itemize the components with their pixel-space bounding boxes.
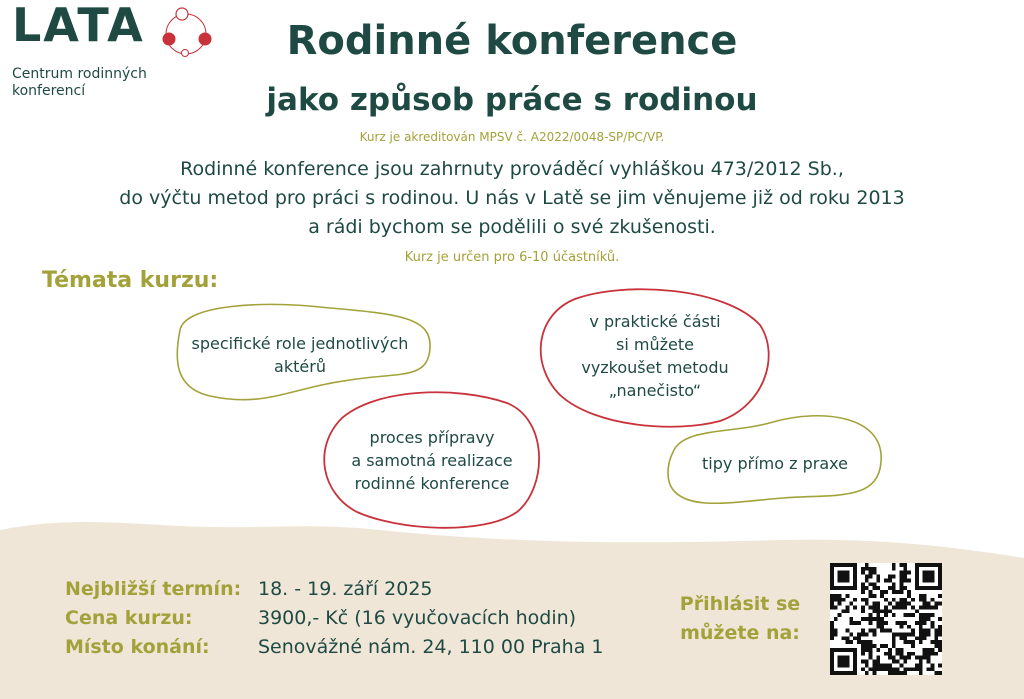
topics-heading: Témata kurzu: [42, 268, 219, 293]
page-title: Rodinné konference [286, 18, 738, 64]
topic-line: „nanečisto“ [608, 381, 702, 400]
logo-subtitle-line1: Centrum rodinných [12, 66, 147, 82]
topic-line: specifické role jednotlivých [191, 334, 409, 353]
topic-line: aktérů [274, 357, 326, 376]
signup-line: můžete na: [680, 622, 800, 644]
signup-prompt [660, 590, 820, 648]
topic-line: rodinné konference [354, 474, 510, 493]
accreditation-note: Kurz je akreditován MPSV č. A2022/0048-SP/PC/VP. [359, 130, 665, 144]
topic-item [322, 426, 542, 495]
qr-code-icon[interactable] [830, 563, 942, 675]
intro-line: do výčtu metod pro práci s rodinou. U nás v Latě se jim věnujeme již od roku 2013 [119, 187, 905, 209]
topic-line: vyzkoušet metodu [581, 358, 729, 377]
participants-note: Kurz je určen pro 6-10 účastníků. [404, 250, 620, 265]
price-label: Cena kurzu: [65, 607, 193, 629]
topic-line: tipy přímo z praxe [702, 454, 848, 473]
intro-line: a rádi bychom se podělili o své zkušenosti. [308, 216, 716, 238]
date-value: 18. - 19. září 2025 [258, 578, 433, 600]
logo-subtitle-line2: konferencí [12, 83, 86, 99]
page-subtitle: jako způsob práce s rodinou [266, 82, 758, 118]
topic-line: v praktické části [589, 312, 721, 331]
topic-line: si můžete [616, 335, 694, 354]
price-value: 3900,- Kč (16 vyučovacích hodin) [258, 607, 577, 629]
topic-item [175, 332, 425, 378]
logo-wordmark: LATA [12, 0, 145, 52]
date-label: Nejbližší termín: [65, 578, 242, 600]
topic-item [545, 310, 765, 402]
topic-line: a samotná realizace [351, 451, 513, 470]
topic-line: proces přípravy [369, 428, 495, 447]
signup-line: Přihlásit se [679, 593, 801, 615]
intro-paragraph [0, 155, 1024, 242]
place-label: Místo konání: [65, 636, 210, 658]
topic-item [675, 452, 875, 475]
intro-line: Rodinné konference jsou zahrnuty prováděcí vyhláškou 473/2012 Sb., [180, 158, 844, 180]
place-value: Senovážné nám. 24, 110 00 Praha 1 [258, 636, 604, 658]
